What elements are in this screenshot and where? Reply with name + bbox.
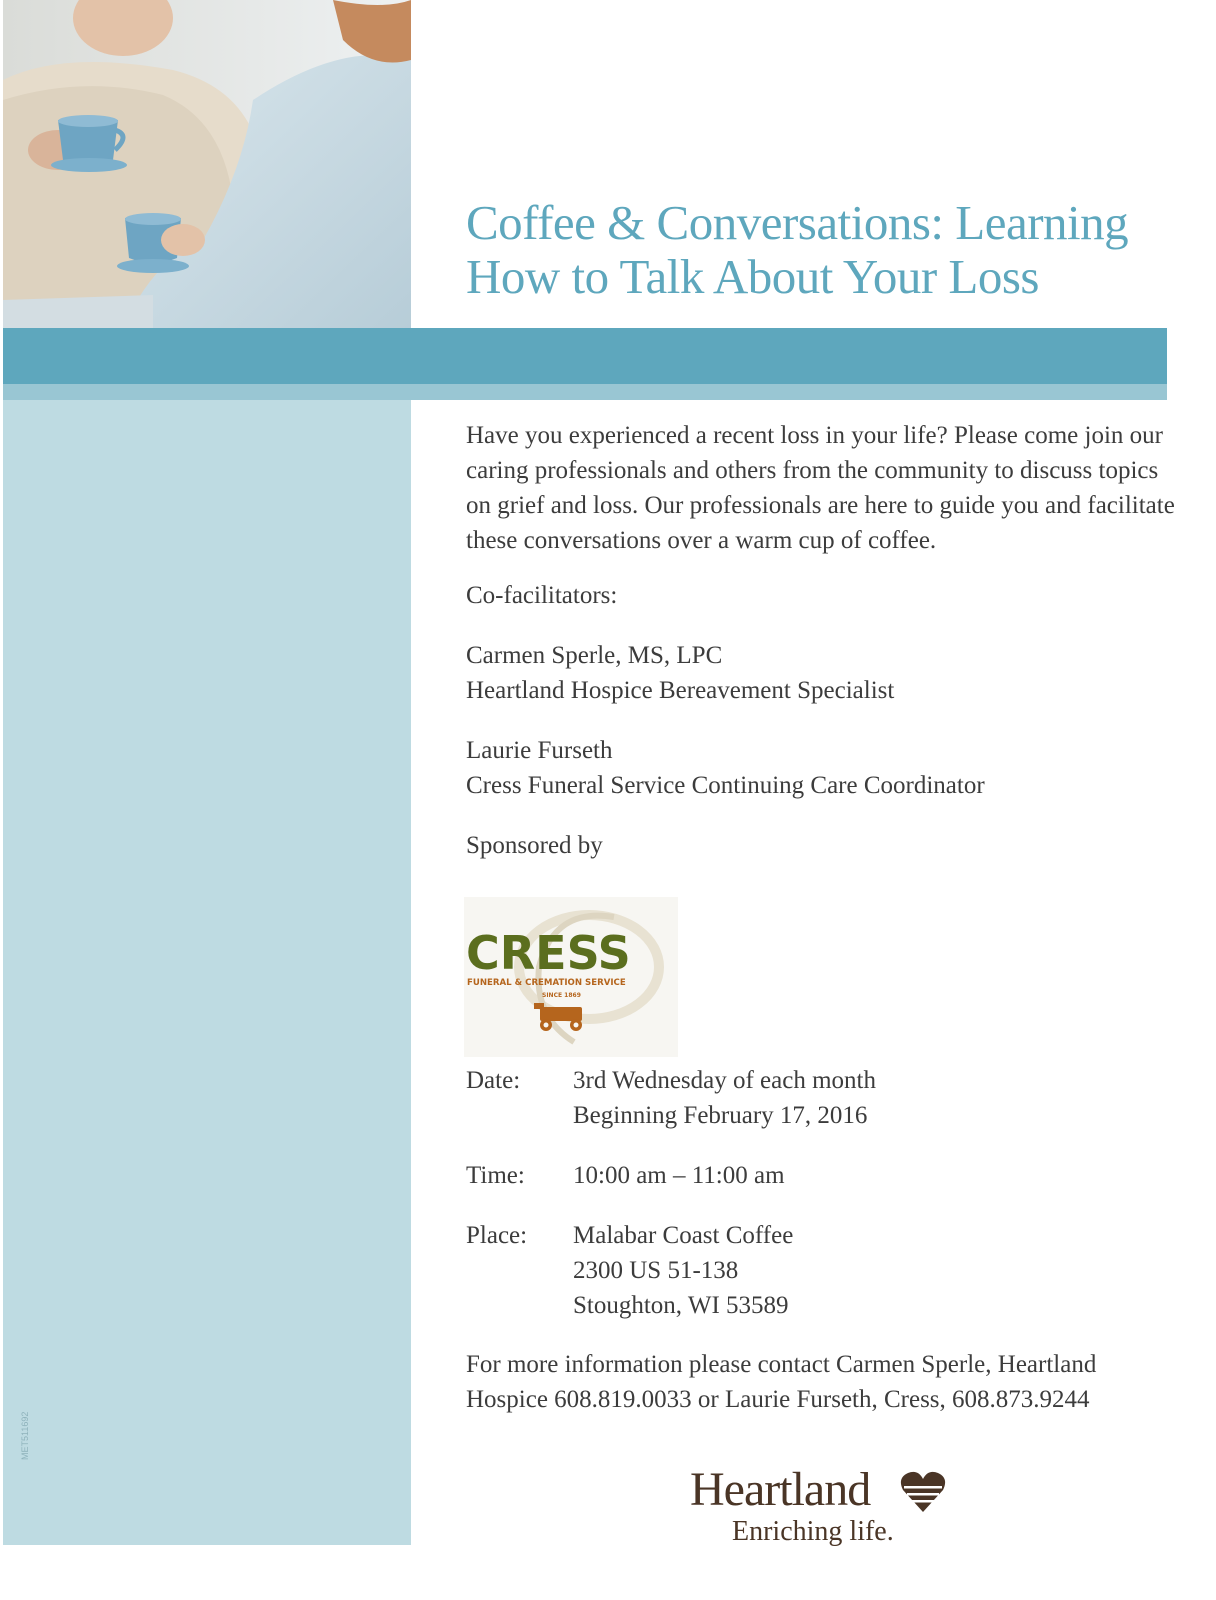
cress-logo-subtitle: FUNERAL & CREMATION SERVICE	[467, 978, 626, 988]
date-label: Date:	[466, 1067, 521, 1094]
heart-icon	[900, 1470, 946, 1514]
facilitator-1-name: Carmen Sperle, MS, LPC	[466, 642, 723, 669]
place-label: Place:	[466, 1222, 528, 1249]
hero-photo	[3, 0, 411, 328]
cress-logo-name: CRESS	[466, 926, 631, 980]
document-code: MET511692	[20, 1411, 30, 1460]
facilitator-1-role: Heartland Hospice Bereavement Specialist	[466, 677, 895, 704]
coffee-photo-illustration	[3, 0, 411, 328]
place-city: Stoughton, WI 53589	[573, 1292, 789, 1319]
contact-line-2: Hospice 608.819.0033 or Laurie Furseth, Cress, 608.873.9244	[466, 1386, 1090, 1413]
time-value: 10:00 am – 11:00 am	[573, 1162, 785, 1189]
cofacilitators-heading: Co-facilitators:	[466, 582, 618, 609]
sponsored-by-label: Sponsored by	[466, 832, 603, 859]
title-line-2: How to Talk About Your Loss	[466, 249, 1039, 304]
facilitator-2-role: Cress Funeral Service Continuing Care Coordinator	[466, 772, 985, 799]
contact-line-1: For more information please contact Carmen Sperle, Heartland	[466, 1351, 1097, 1378]
header-band-light	[3, 384, 1167, 400]
date-value-line-1: 3rd Wednesday of each month	[573, 1067, 876, 1094]
heartland-brand-name: Heartland	[690, 1463, 871, 1516]
intro-paragraph: Have you experienced a recent loss in your life? Please come join our caring professionals and others from the community to discuss topics on grief and loss. Our professionals are here to guide you and facilitate these conversations over a warm cup of coffee.	[466, 422, 1175, 554]
place-name: Malabar Coast Coffee	[573, 1222, 794, 1249]
facilitator-2-name: Laurie Furseth	[466, 737, 613, 764]
header-band	[3, 328, 1167, 384]
cress-logo	[464, 897, 678, 1057]
heartland-logo	[690, 1462, 970, 1562]
cress-logo-since: SINCE 1869	[542, 992, 581, 999]
place-address: 2300 US 51-138	[573, 1257, 739, 1284]
heartland-tagline: Enriching life.	[732, 1516, 894, 1547]
title-line-1: Coffee & Conversations: Learning	[466, 195, 1129, 250]
time-label: Time:	[466, 1162, 525, 1189]
page-title	[466, 196, 1186, 304]
date-value-line-2: Beginning February 17, 2016	[573, 1102, 868, 1129]
left-color-panel	[3, 400, 411, 1545]
cress-logo-graphic	[464, 897, 678, 1057]
